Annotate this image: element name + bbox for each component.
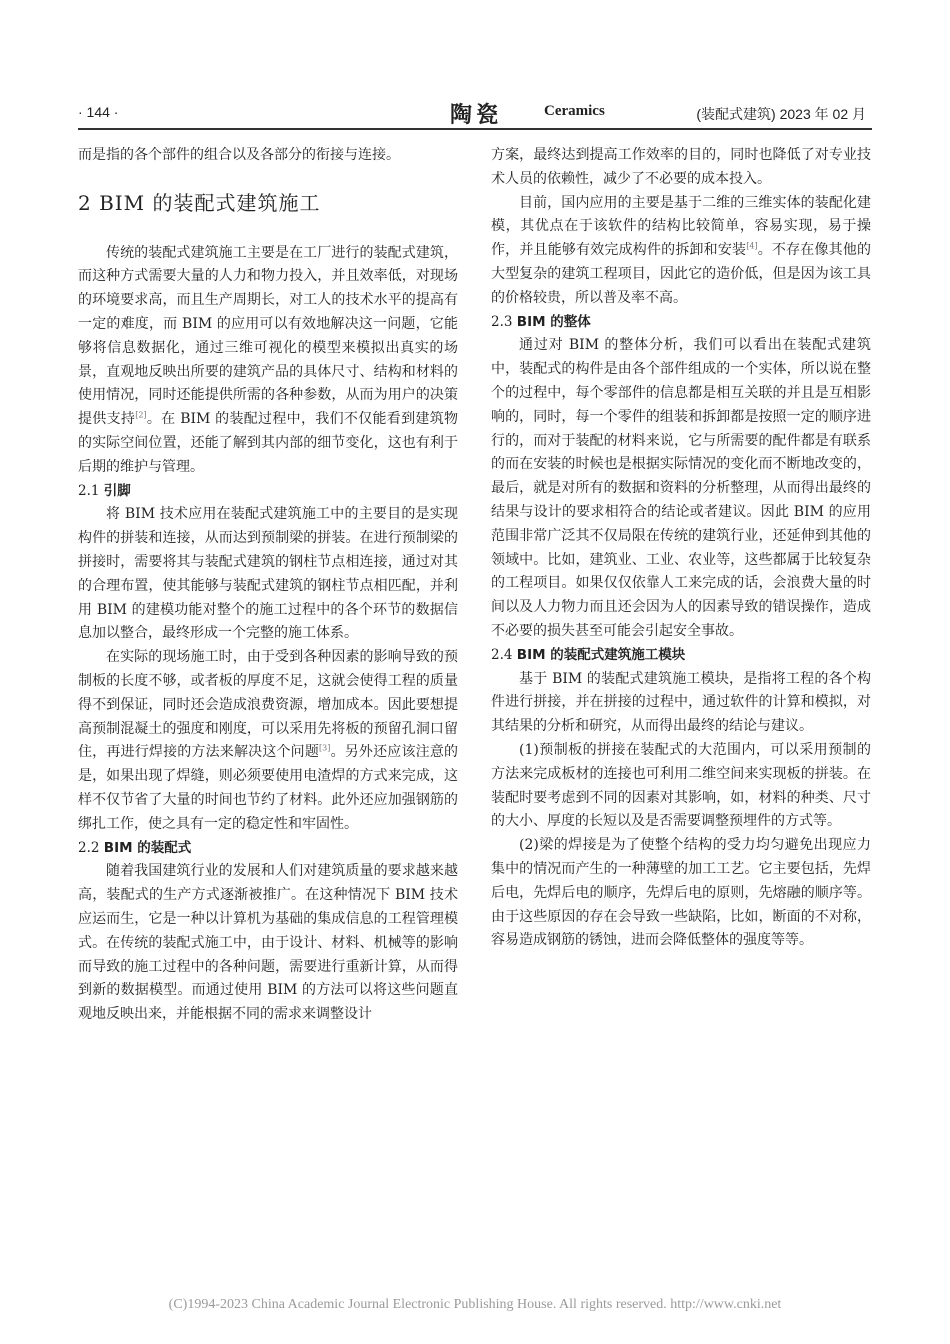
continued-text: 方案，最终达到提高工作效率的目的，同时也降低了对专业技术人员的依赖性，减少了不必要的成本投入。 <box>491 147 871 187</box>
paragraph: 通过对 BIM 的整体分析，我们可以看出在装配式建筑中，装配式的构件是由各个部件组成的一个实体，所以说在整个的过程中，每个零部件的信息都是相互关联的并且是互相影响的，同时，每一个零件的组装和拆卸都是按照一定的顺序进行的，而对于装配的材料来说，它与所需要的配件都是有联系的而在安装的时候也是根据实际情况的变化而不断地改变的，最后，就是对所有的数据和资料的分析整理，从而得出最终的结果与设计的要求相符合的结论或者建议。因此 BIM 的应用范围非常广泛其不仅局限在传统的建筑行业，还延伸到其他的领域中。比如，建筑业、工业、农业等，这些都属于比较复杂的工程项目。如果仅仅依靠人工来完成的话，会浪费大量的时间以及人力物力而且还会因为人的因素导致的错误操作，造成不必要的损失甚至可能会引起安全事故。 <box>491 337 871 639</box>
left-column <box>78 144 458 1027</box>
paragraph: 在实际的现场施工时，由于受到各种因素的影响导致的预制板的长度不够，或者板的厚度不足，这就会使得工程的质量得不到保证，同时还会造成浪费资源，增加成本。因此要想提高预制混凝土的强度和刚度，可以采用先将板的预留孔洞口留住，再进行焊接的方法来解决这个问题[3]。另外还应该注意的是，如果出现了焊缝，则必须要使用电渣焊的方式来完成，这样不仅节省了大量的时间也节约了材料。此外还应加强钢筋的绑扎工作，使之具有一定的稳定性和牢固性。 <box>78 649 459 832</box>
paragraph: 目前，国内应用的主要是基于二维的三维实体的装配化建模，其优点在于该软件的结构比较简单，容易实现，易于操作，并且能够有效完成构件的拆卸和安装[4]。不存在像其他的大型复杂的建筑工程项目，因此它的造价低，但是因为该工具的价格较贵，所以普及率不高。 <box>491 194 872 306</box>
paragraph: 传统的装配式建筑施工主要是在工厂进行的装配式建筑，而这种方式需要大量的人力和物力投入，并且效率低，对现场的环境要求高，而且生产周期长，对工人的技术水平的提高有一定的难度，而 BIM 的应用可以有效地解决这一问题，它能够将信息数据化，通过三维可视化的模型来模拟出真实的场景，直观地反映出所要的建筑产品的具体尺寸、结构和材料的使用情况，同时还能提供所需的各种参数，从而为用户的决策提供支持[2]。在 BIM 的装配过程中，我们不仅能看到建筑物的实际空间位置，还能了解到其内部的细节变化，这也有利于后期的维护与管理。 <box>78 244 458 475</box>
page-number: · 144 · <box>78 104 119 120</box>
running-header <box>78 98 870 126</box>
journal-title-cn: 陶瓷 <box>450 102 503 128</box>
paragraph: (2)梁的焊接是为了使整个结构的受力均匀避免出现应力集中的情况而产生的一种薄壁的加工工艺。它主要包括，先焊后电，先焊后电的顺序，先焊后电的原则，先熔融的顺序等。由于这些原因的存在会导致一些缺陷，比如，断面的不对称，容易造成钢筋的锈蚀，进而会降低整体的强度等等。 <box>491 837 871 949</box>
header-rule <box>78 128 872 130</box>
paragraph: 将 BIM 技术应用在装配式建筑施工中的主要目的是实现构件的拼装和连接，从而达到预制梁的拼装。在进行预制梁的拼接时，需要将其与装配式建筑的钢柱节点相连接，通过对其的合理布置，使其能够与装配式建筑的钢柱节点相匹配，并利用 BIM 的建模功能对整个的施工过程中的各个环节的数据信息加以整合，最终形成一个完整的施工体系。 <box>78 506 458 642</box>
continued-text: 而是指的各个部件的组合以及各部分的衔接与连接。 <box>78 147 400 163</box>
citation-ref[interactable]: [2] <box>135 410 147 420</box>
subsection-2-1-heading: 2.1 引脚 <box>78 482 131 499</box>
citation-ref[interactable]: [3] <box>319 743 331 753</box>
subsection-2-3-heading: 2.3 BIM 的整体 <box>491 313 591 330</box>
paragraph: 基于 BIM 的装配式建筑施工模块，是指将工程的各个构件进行拼接，并在拼接的过程中，通过软件的计算和模拟，对其结果的分析和研究，从而得出最终的结论与建议。 <box>491 670 871 735</box>
citation-ref[interactable]: [4] <box>746 241 758 251</box>
subsection-2-2-heading: 2.2 BIM 的装配式 <box>78 839 192 856</box>
right-column <box>491 144 871 953</box>
paragraph: 随着我国建筑行业的发展和人们对建筑质量的要求越来越高，装配式的生产方式逐渐被推广。在这种情况下 BIM 技术应运而生，它是一种以计算机为基础的集成信息的工程管理模式。在传统的装配式施工中，由于设计、材料、机械等的影响而导致的施工过程中的各种问题，需要进行重新计算，从而得到新的数据模型。而通过使用 BIM 的方法可以将这些问题直观地反映出来，并能根据不同的需求来调整设计 <box>78 863 458 1023</box>
subsection-2-4-heading: 2.4 BIM 的装配式建筑施工模块 <box>491 646 686 663</box>
journal-title-en: Ceramics <box>544 103 605 119</box>
issue-info: (装配式建筑) 2023 年 02 月 <box>696 106 866 122</box>
paragraph: (1)预制板的拼接在装配式的大范围内，可以采用预制的方法来完成板材的连接也可利用二维空间来实现板的拼装。在装配时要考虑到不同的因素对其影响，如，材料的种类、尺寸的大小、厚度的长短以及是否需要调整预埋件的方式等。 <box>491 741 871 830</box>
section-2-title: 2 BIM 的装配式建筑施工 <box>78 190 321 215</box>
copyright-footer: (C)1994-2023 China Academic Journal Electronic Publishing House. All rights reserved. http://www.cnki.net <box>168 1297 782 1312</box>
